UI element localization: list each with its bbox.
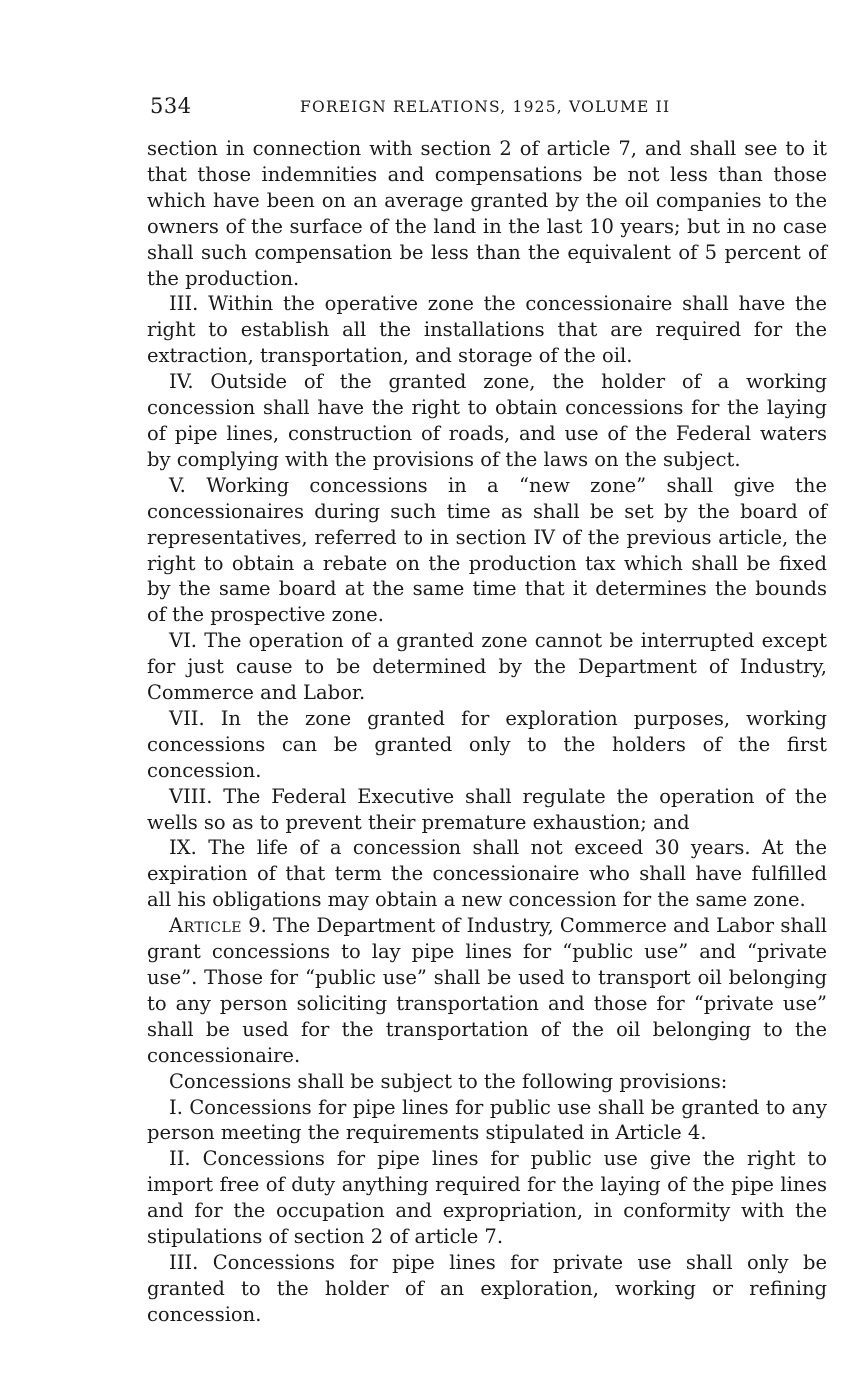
paragraph-iii: III. Within the operative zone the concessionaire shall have the right to establish all the installations that are required for the extraction, transportation, and storage of the oil.	[147, 292, 827, 368]
page-number: 534	[150, 94, 192, 118]
paragraph-provision-ii: II. Concessions for pipe lines for public use give the right to import free of duty anything required for the laying of the pipe lines and for the occupation and expropriation, in conformity with the stipulations of section 2 of article 7.	[147, 1147, 827, 1249]
paragraph-iv: IV. Outside of the granted zone, the holder of a working concession shall have the right to obtain concessions for the laying of pipe lines, construction of roads, and use of the Federal waters by complying with the provisions of the laws on the subject.	[147, 370, 827, 471]
paragraph-provision-iii: III. Concessions for pipe lines for private use shall only be granted to the holder of an exploration, working or refining concession.	[147, 1250, 827, 1326]
paragraph-provisions: Concessions shall be subject to the following provisions:	[169, 1069, 728, 1093]
paragraph-v: V. Working concessions in a “new zone” shall give the concessionaires during such time as shall be set by the board of representatives, referred to in section IV of the previous article, the right to obtain a rebate on the production tax which shall be fixed by the same board at the same time that it determines the bounds of the prospective zone.	[147, 473, 827, 627]
paragraph-ix: IX. The life of a concession shall not exceed 30 years. At the expiration of that term the concessionaire who shall have fulfilled all his obligations may obtain a new concession for the same zone.	[147, 836, 827, 912]
document-page	[147, 94, 827, 1328]
page-header	[147, 94, 827, 124]
article-label: Article	[169, 914, 242, 938]
running-head: FOREIGN RELATIONS, 1925, VOLUME II	[300, 98, 671, 116]
paragraph-vi: VI. The operation of a granted zone cannot be interrupted except for just cause to be determined by the Department of Industry, Commerce and Labor.	[147, 629, 827, 705]
paragraph-article-9: Article 9. The Department of Industry, Commerce and Labor shall grant concessions to lay pipe lines for “public use” and “private use”. Those for “public use” shall be used to transport oil belonging to any person soliciting transportation and those for “private use” shall be used for the transportation of the oil belonging to the concessionaire.	[147, 914, 827, 1067]
paragraph-vii: VII. In the zone granted for exploration purposes, working concessions can be granted only to the holders of the first concession.	[147, 706, 827, 782]
body-text	[147, 136, 827, 1328]
paragraph-viii: VIII. The Federal Executive shall regulate the operation of the wells so as to prevent their premature exhaustion; and	[147, 784, 827, 834]
paragraph-continuation: section in connection with section 2 of article 7, and shall see to it that those indemnities and compensations be not less than those which have been on an average granted by the oil companies to the owners of the surface of the land in the last 10 years; but in no case shall such compensation be less than the equivalent of 5 percent of the production.	[147, 137, 827, 290]
paragraph-provision-i: I. Concessions for pipe lines for public use shall be granted to any person meeting the requirements stipulated in Article 4.	[147, 1095, 827, 1145]
